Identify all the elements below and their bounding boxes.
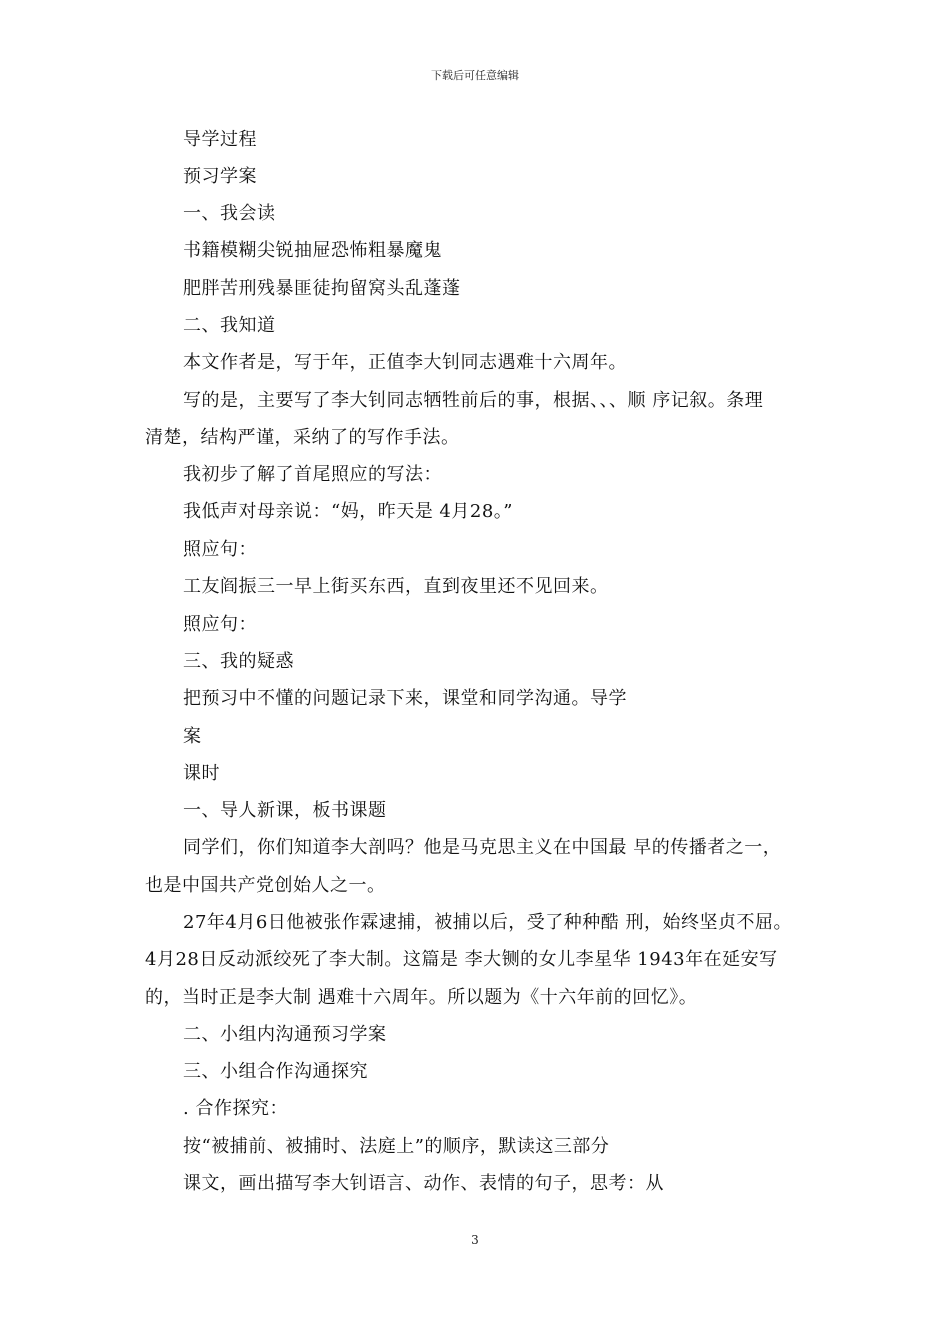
text-line: 三、我的疑惑 (183, 651, 294, 672)
text-line: . 合作探究： (183, 1098, 288, 1119)
text-line: 本文作者是，写于年，正值李大钊同志遇难十六周年。 (183, 352, 627, 373)
text-line: 4月28日反动派绞死了李大制。这篇是 李大铡的女儿李星华 1943年在延安写 (145, 949, 778, 970)
text-line: 按“被捕前、被捕时、法庭上”的顺序，默读这三部分 (183, 1136, 610, 1157)
text-line: 一、我会读 (183, 203, 276, 224)
text-line: 的，当时正是李大制 遇难十六周年。所以题为《十六年前的回忆》。 (145, 987, 698, 1008)
text-line: 我初步了解了首尾照应的写法： (183, 464, 442, 485)
text-line: 书籍模糊尖锐抽屉恐怖粗暴魔鬼 (183, 240, 442, 261)
text-line: 工友阎振三一早上街买东西，直到夜里还不见回来。 (183, 576, 609, 597)
text-line: 二、小组内沟通预习学案 (183, 1024, 387, 1045)
text-line: 课时 (183, 763, 220, 784)
text-line: 案 (183, 726, 202, 747)
text-line: 照应句： (183, 539, 257, 560)
text-line: 我低声对母亲说：“妈，昨天是 4月28。” (183, 501, 513, 522)
text-line: 写的是，主要写了李大钊同志牺牲前后的事，根据、、、顺 序记叙。条理 (183, 390, 764, 411)
text-line: 导学过程 (183, 129, 257, 150)
text-line: 也是中国共产党创始人之一。 (145, 875, 386, 896)
text-line: 三、小组合作沟通探究 (183, 1061, 368, 1082)
text-line: 肥胖苦刑残暴匪徒拘留窝头乱蓬蓬 (183, 278, 461, 299)
text-line: 预习学案 (183, 166, 257, 187)
text-line: 一、导人新课，板书课题 (183, 800, 387, 821)
text-line: 照应句： (183, 614, 257, 635)
page-header: 下载后可任意编辑 (431, 69, 519, 82)
text-line: 课文，画出描写李大钊语言、动作、表情的句子，思考：从 (183, 1173, 664, 1194)
text-line: 把预习中不懂的问题记录下来，课堂和同学沟通。导学 (183, 688, 627, 709)
text-line: 同学们，你们知道李大剖吗？他是马克思主义在中国最 早的传播者之一， (183, 837, 782, 858)
page-number: 3 (471, 1233, 479, 1247)
text-line: 清楚，结构严谨，采纳了的写作手法。 (145, 427, 460, 448)
text-line: 27年4月6日他被张作霖逮捕，被捕以后，受了种种酷 刑，始终坚贞不屈。 (183, 912, 793, 933)
text-line: 二、我知道 (183, 315, 276, 336)
